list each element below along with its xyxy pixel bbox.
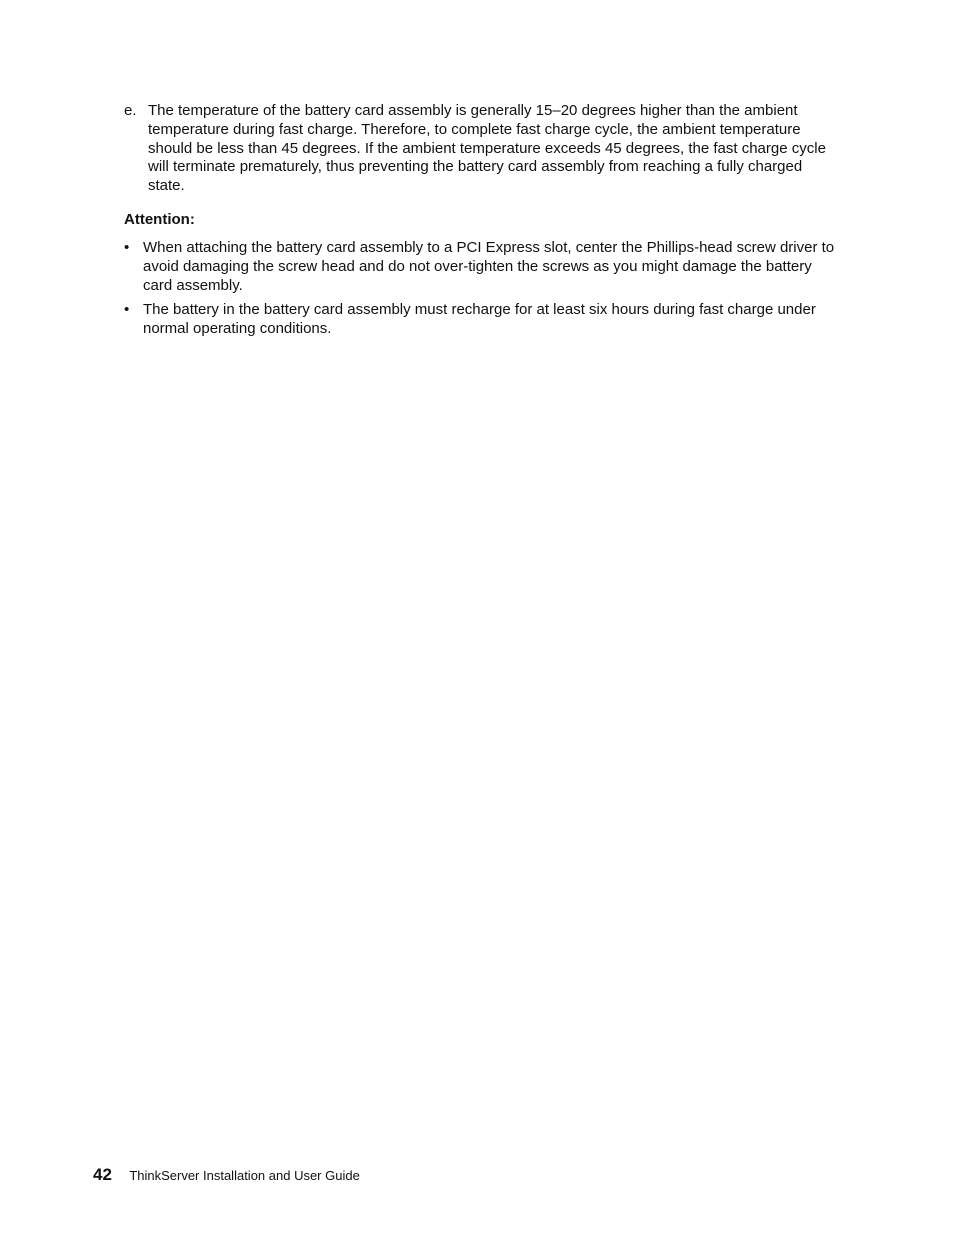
document-title: ThinkServer Installation and User Guide [129,1168,360,1183]
attention-list [124,239,839,345]
procedure-step-e [124,102,839,196]
page-number: 42 [93,1165,112,1184]
list-item-text: When attaching the battery card assembly to a PCI Express slot, center the Phillips-head screw driver to avoid damaging the screw head and do not over-tighten the screws as you might damage the battery card assembly. [143,239,835,294]
list-item [124,239,839,295]
list-item-text: The battery in the battery card assembly must recharge for at least six hours during fast charge under normal operating conditions. [143,301,816,338]
bullet-icon: • [124,301,130,319]
bullet-icon: • [124,239,130,256]
step-marker: e. [124,102,137,119]
page-footer [93,1165,360,1186]
attention-heading: Attention: [124,211,195,228]
list-item [124,301,839,339]
step-text: The temperature of the battery card assembly is generally 15–20 degrees higher than the ambient temperature during fast charge. Therefore, to complete fast charge cycle, the ambient temperature should be less than 45 degrees. If the ambient temperature exceeds 45 degrees, the fast charge cycle will terminate prematurely, thus preventing the battery card assembly from reaching a fully charged state. [148,102,826,195]
